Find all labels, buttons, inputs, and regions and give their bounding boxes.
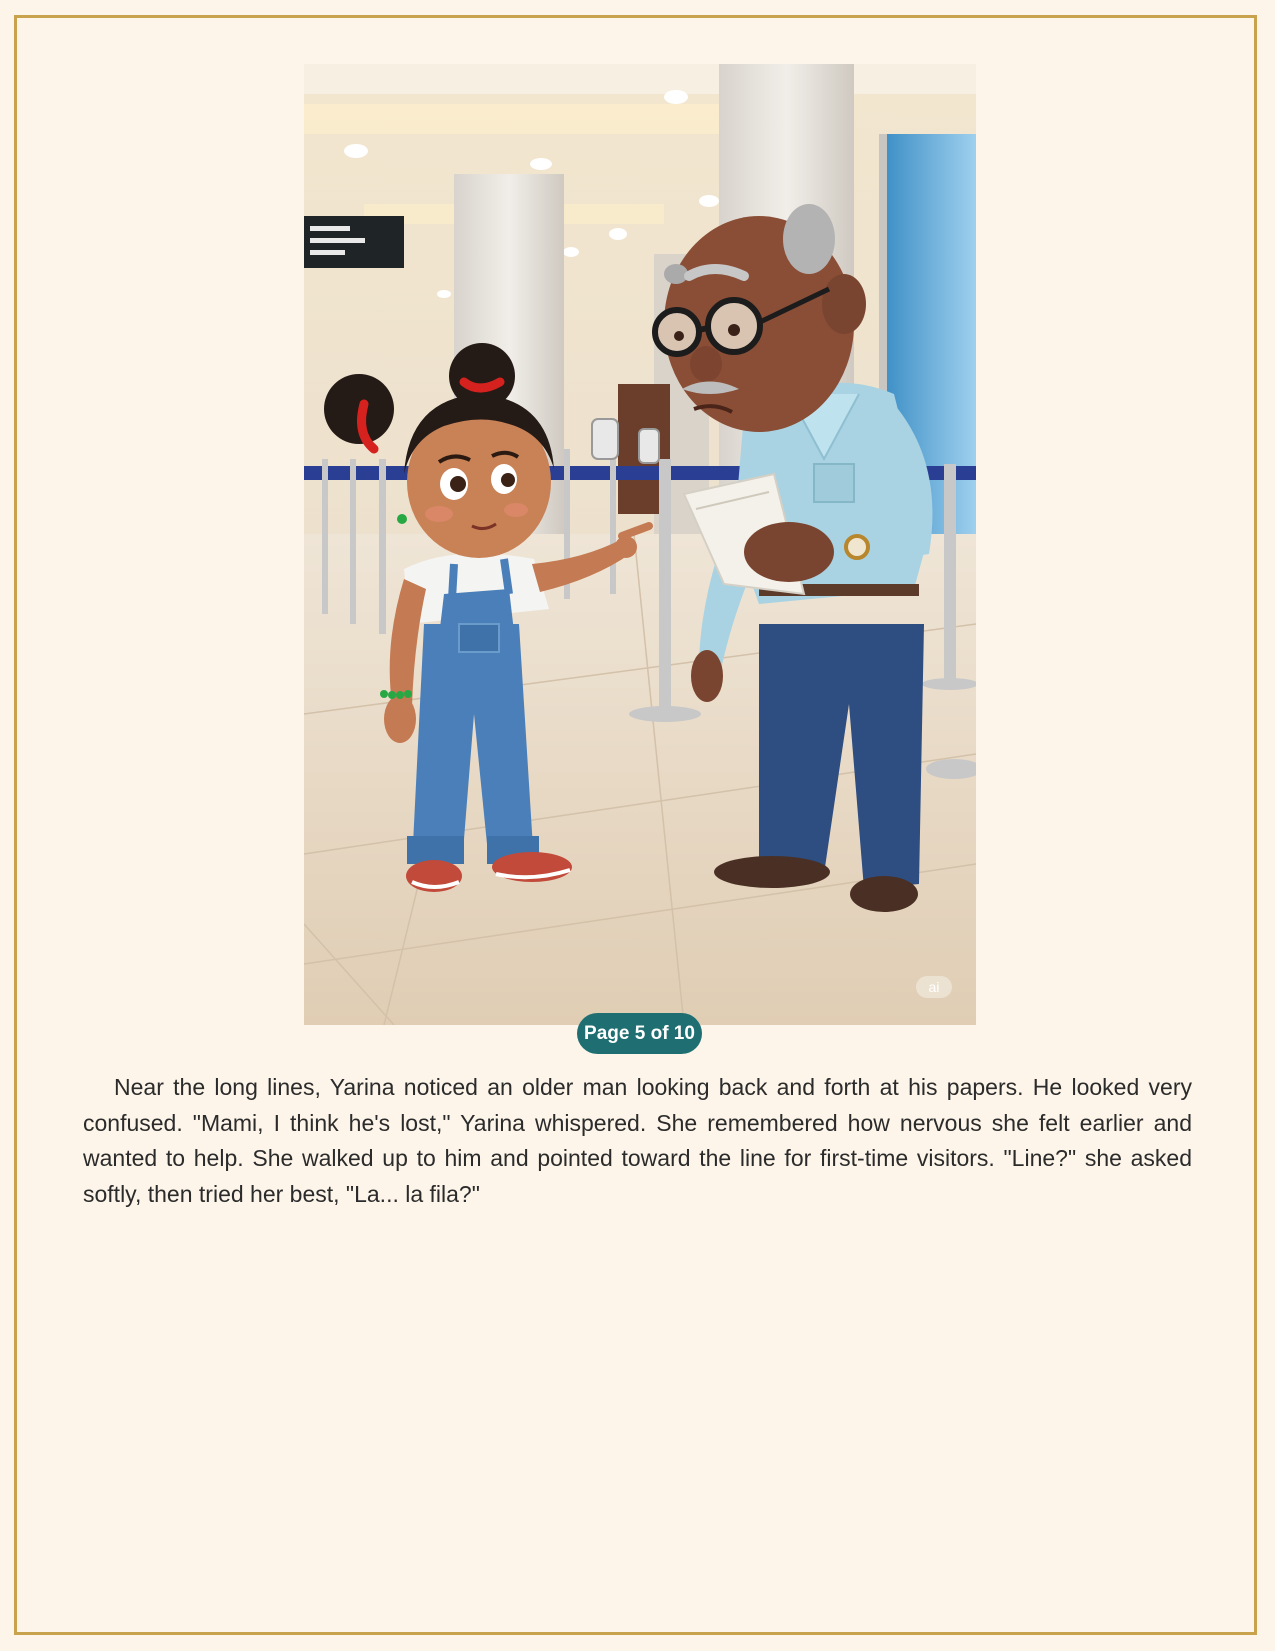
page-frame <box>14 15 1257 1635</box>
story-paragraph: Near the long lines, Yarina noticed an older man looking back and forth at his papers. He looked very confused. "Mami, I think he's lost," Yarina whispered. She remembered how nervous she felt earlier and wanted to help. She walked up to him and pointed toward the line for first-time visitors. "Line?" she asked softly, then tried her best, "La... la fila?" <box>83 1074 1192 1207</box>
airport-scene-image <box>304 64 976 1025</box>
watermark-label: ai <box>928 979 940 995</box>
page-number-badge: Page 5 of 10 <box>577 1013 702 1054</box>
story-illustration <box>304 64 976 1025</box>
